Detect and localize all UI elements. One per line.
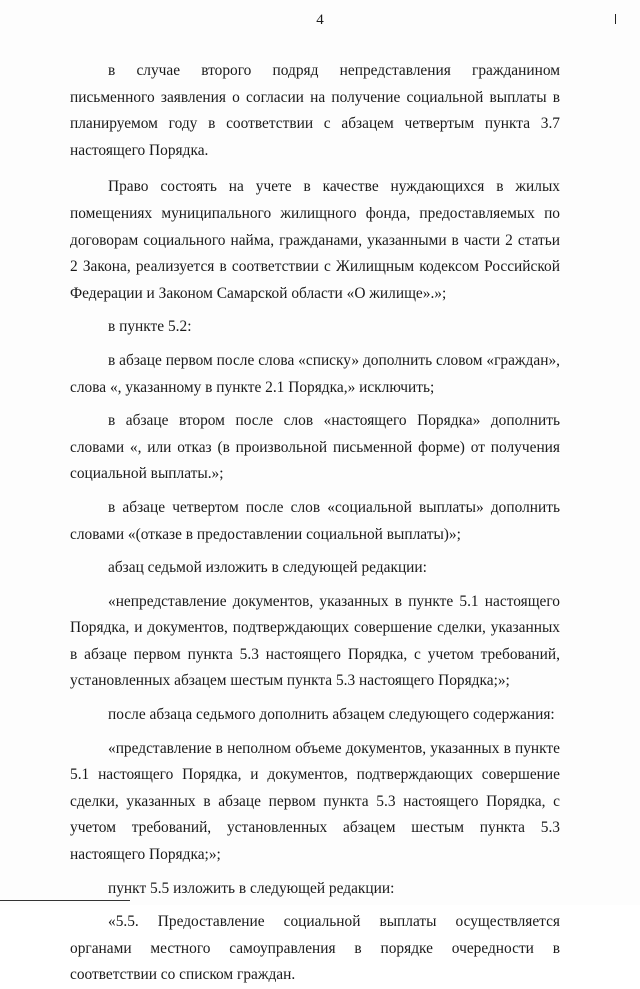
paragraph-seventh-abzats-text: «непредставление документов, указанных в пункте 5.1 настоящего Порядка, и документов, подтверждающих совершение сделки, указанных в абзаце первом пункта 5.3 настоящего Порядка, с учетом требований, установленных абзацем шестым пункта 5.3 настоящего Порядка;»; (70, 592, 560, 690)
document-body (70, 58, 560, 989)
scan-edge-line (0, 900, 130, 901)
paragraph-fourth-abzats-amendment: в абзаце четвертом после слов «социальной выплаты» дополнить словами «(отказе в предоставлении социальной выплаты)»; (70, 498, 560, 543)
page-number: 4 (316, 12, 324, 28)
paragraph-point-5-5-header: пункт 5.5 изложить в следующей редакции: (108, 879, 395, 897)
paragraph-seventh-abzats-header: абзац седьмой изложить в следующей редакции: (108, 559, 427, 577)
paragraph-new-abzats-text: «представление в неполном объеме документов, указанных в пункте 5.1 настоящего Порядка, и документов, подтверждающих совершение сделки, указанных в абзаце первом пункта 5.3 настоящего Порядка, с учетом требований, установленных абзацем шестым пункта 5.3 настоящего Порядка;»; (70, 739, 560, 864)
paragraph-second-abzats-amendment: в абзаце втором после слов «настоящего Порядка» дополнить словами «, или отказ (в произвольной письменной форме) от получения социальной выплаты.»; (70, 412, 560, 483)
paragraph-point-5-5-text: «5.5. Предоставление социальной выплаты осуществляется органами местного самоуправления в порядке очередности в соответствии со списком граждан. (70, 913, 560, 984)
paragraph-add-after-seventh: после абзаца седьмого дополнить абзацем следующего содержания: (108, 706, 555, 724)
paragraph-case-second-nonsubmission: в случае второго подряд непредставления гражданином письменного заявления о согласии на получение социальной выплаты в планируемом году в соответствии с абзацем четвертым пункта 3.7 настоящего Порядка. (70, 62, 560, 159)
paragraph-right-to-register: Право состоять на учете в качестве нуждающихся в жилых помещениях муниципального жилищного фонда, предоставляемых по договорам социального найма, гражданами, указанными в части 2 статьи 2 Закона, реализуется в соответствии с Жилищным кодексом Российской Федерации и Законом Самарской области «О жилище».»; (70, 178, 560, 302)
paragraph-first-abzats-amendment: в абзаце первом после слова «списку» дополнить словом «граждан», слова «, указанному в пункте 2.1 Порядка,» исключить; (70, 351, 560, 396)
paragraph-in-point-5-2: в пункте 5.2: (108, 318, 192, 336)
scan-edge-mark (615, 14, 616, 24)
